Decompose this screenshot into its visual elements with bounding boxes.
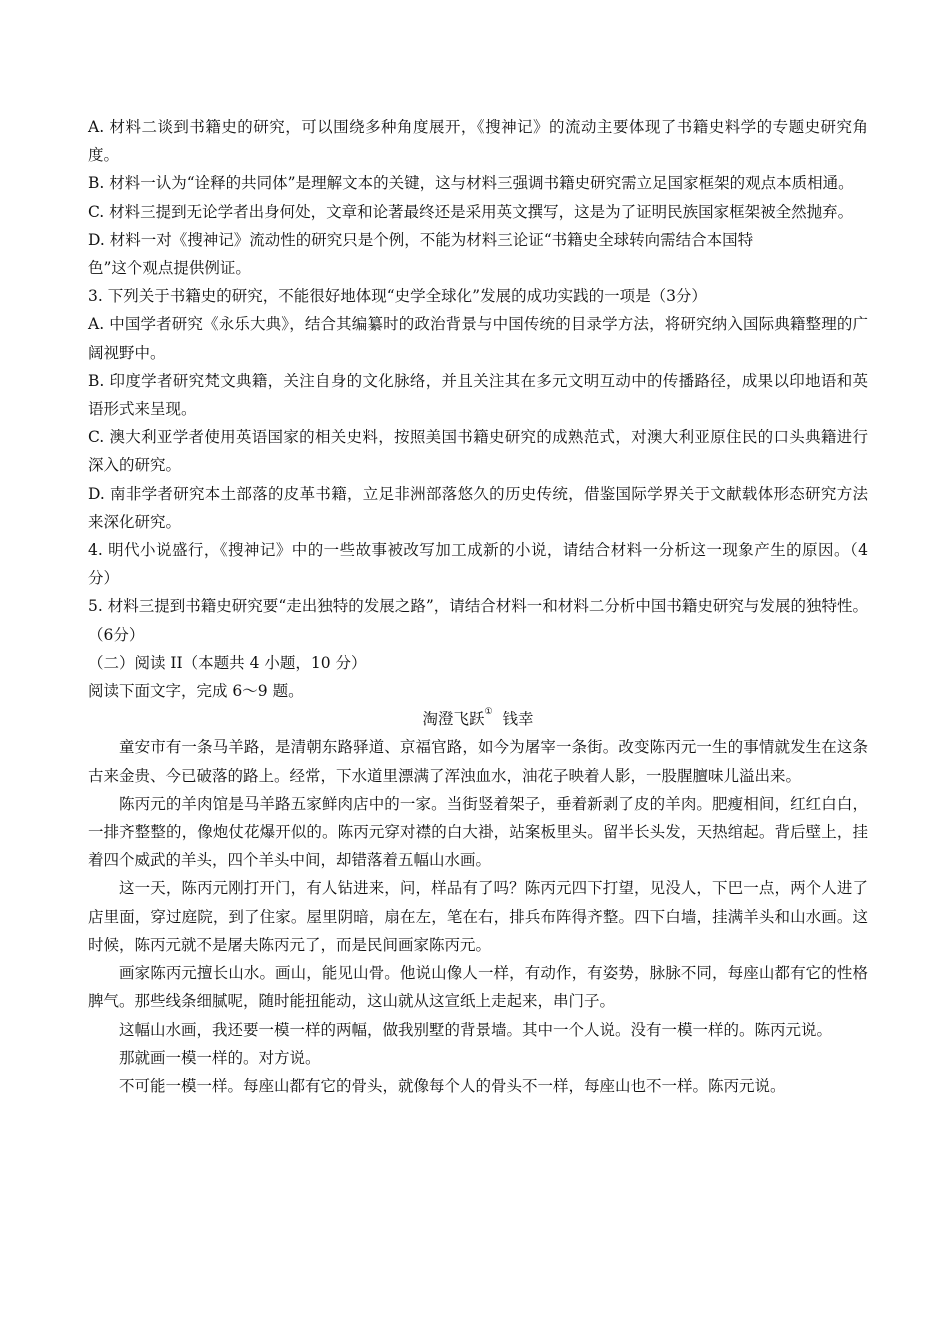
q3-option-a: A. 中国学者研究《永乐大典》，结合其编纂时的政治背景与中国传统的目录学方法，将研究纳入国际典籍整理的广阔视野中。 bbox=[88, 315, 868, 362]
q4-question: 4. 明代小说盛行，《搜神记》中的一些故事被改写加工成新的小说，请结合材料一分析这一现象产生的原因。（4分） bbox=[88, 541, 868, 588]
q2-option-d bbox=[88, 226, 868, 282]
q2-option-d-line1: D. 材料一对《搜神记》流动性的研究只是个例，不能为材料三论证“书籍史全球转向需结合本国特 bbox=[88, 230, 754, 249]
story-author: 钱幸 bbox=[502, 710, 534, 729]
q3-option-d: D. 南非学者研究本土部落的皮革书籍，立足非洲部落悠久的历史传统，借鉴国际学界关于文献载体形态研究方法来深化研究。 bbox=[88, 484, 868, 531]
q2-option-d-line2: 色”这个观点提供例证。 bbox=[88, 259, 251, 278]
story-paragraph: 童安市有一条马羊路，是清朝东路驿道、京福官路，如今为屠宰一条街。改变陈丙元一生的事情就发生在这条古来金贵、今已破落的路上。经常，下水道里漂满了浑浊血水，油花子映着人影，一股腥膻味儿溢出来。 bbox=[88, 738, 868, 785]
story-title: 淘澄飞跃 bbox=[422, 710, 485, 729]
story-paragraph: 不可能一模一样。每座山都有它的骨头，就像每个人的骨头不一样，每座山也不一样。陈丙元说。 bbox=[119, 1076, 786, 1095]
q2-option-b: B. 材料一认为“诠释的共同体”是理解文本的关键，这与材料三强调书籍史研究需立足国家框架的观点本质相通。 bbox=[88, 174, 854, 193]
section-header: （二）阅读 II（本题共 4 小题，10 分） bbox=[88, 653, 367, 672]
exam-page bbox=[88, 113, 868, 1100]
q2-option-c: C. 材料三提到无论学者出身何处，文章和论著最终还是采用英文撰写，这是为了证明民族国家框架被全然抛弃。 bbox=[88, 202, 854, 221]
q2-option-a: A. 材料二谈到书籍史的研究，可以围绕多种角度展开，《搜神记》的流动主要体现了书籍史料学的专题史研究角度。 bbox=[88, 118, 868, 165]
footnote-mark: ① bbox=[484, 707, 493, 718]
q3-stem: 3. 下列关于书籍史的研究，不能很好地体现“史学全球化”发展的成功实践的一项是（3分） bbox=[88, 287, 707, 306]
story-paragraph: 画家陈丙元擅长山水。画山，能见山骨。他说山像人一样，有动作，有姿势，脉脉不同，每座山都有它的性格脾气。那些线条细腻呢，随时能扭能动，这山就从这宣纸上走起来，串门子。 bbox=[88, 964, 868, 1011]
section-instruction: 阅读下面文字，完成 6～9 题。 bbox=[88, 682, 304, 701]
story-paragraph: 这一天，陈丙元刚打开门，有人钻进来，问，样品有了吗？陈丙元四下打望，见没人，下巴一点，两个人进了店里面，穿过庭院，到了住家。屋里阴暗，扇在左，笔在右，排兵布阵得齐整。四下白墙，挂满羊头和山水画。这时候，陈丙元就不是屠夫陈丙元了，而是民间画家陈丙元。 bbox=[88, 879, 868, 954]
q5-question: 5. 材料三提到书籍史研究要“走出独特的发展之路”，请结合材料一和材料二分析中国书籍史研究与发展的独特性。（6分） bbox=[88, 597, 868, 644]
story-paragraph: 这幅山水画，我还要一模一样的两幅，做我别墅的背景墙。其中一个人说。没有一模一样的。陈丙元说。 bbox=[119, 1020, 833, 1039]
story-title-line bbox=[88, 705, 868, 733]
q3-option-c: C. 澳大利亚学者使用英语国家的相关史料，按照美国书籍史研究的成熟范式，对澳大利亚原住民的口头典籍进行深入的研究。 bbox=[88, 428, 868, 475]
q3-option-b: B. 印度学者研究梵文典籍，关注自身的文化脉络，并且关注其在多元文明互动中的传播路径，成果以印地语和英语形式来呈现。 bbox=[88, 371, 868, 419]
story-paragraph: 那就画一模一样的。对方说。 bbox=[119, 1048, 321, 1067]
story-paragraph: 陈丙元的羊肉馆是马羊路五家鲜肉店中的一家。当街竖着架子，垂着新剥了皮的羊肉。肥瘦相间，红红白白，一排齐整整的，像炮仗花爆开似的。陈丙元穿对襟的白大褂，站案板里头。留半长头发，天热绾起。背后壁上，挂着四个威武的羊头，四个羊头中间，却错落着五幅山水画。 bbox=[88, 794, 868, 870]
